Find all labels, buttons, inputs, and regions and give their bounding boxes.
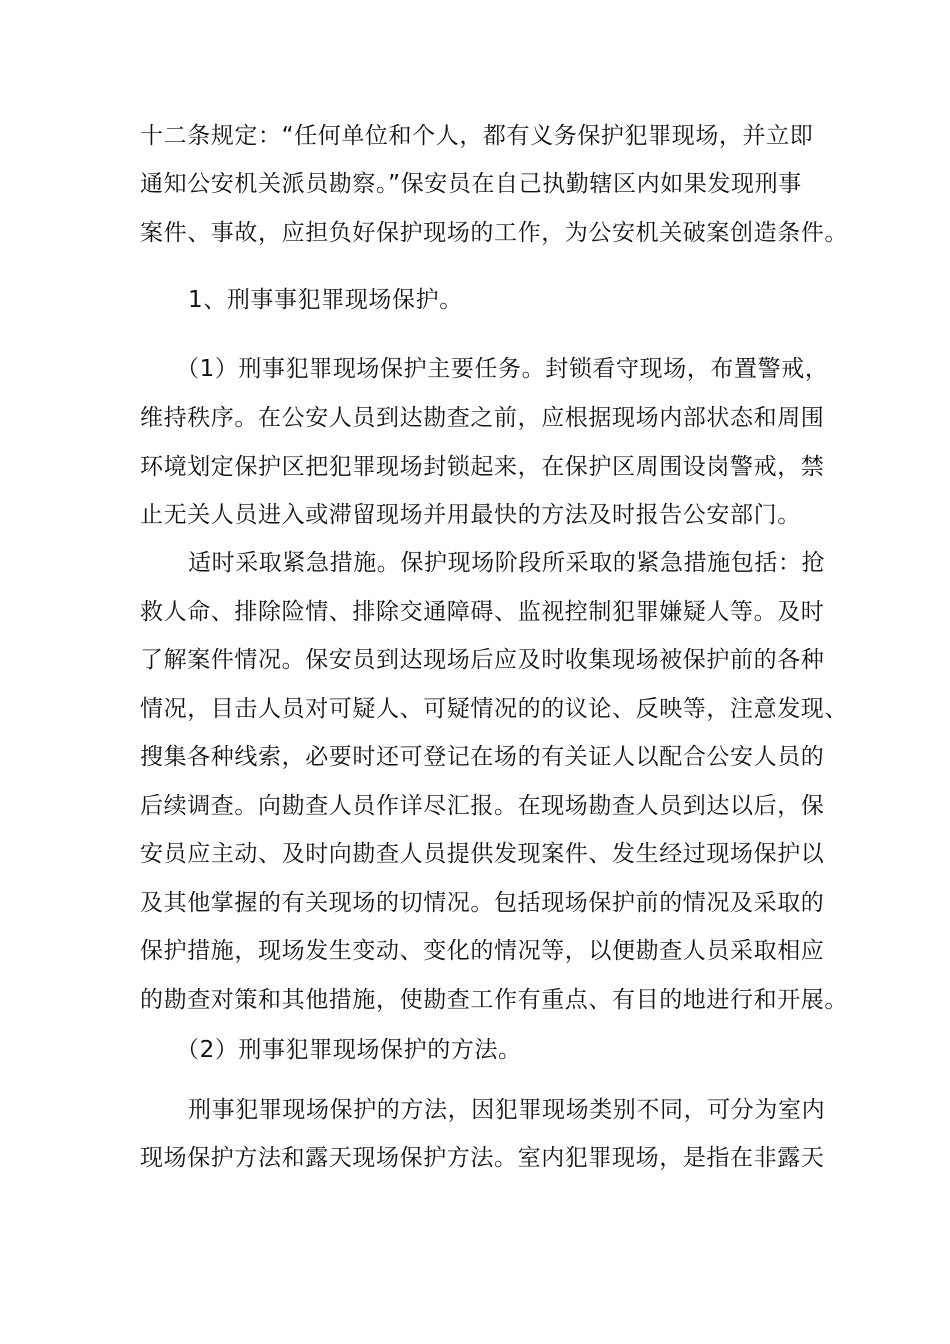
section-heading: 1、刑事事犯罪现场保护。 xyxy=(188,287,463,313)
text-line: 适时采取紧急措施。保护现场阶段所采取的紧急措施包括：抢 xyxy=(188,550,826,576)
text-line: 十二条规定：“任何单位和个人，都有义务保护犯罪现场，并立即 xyxy=(140,123,814,149)
text-line: 通知公安机关派员勘察。”保安员在自己执勤辖区内如果发现刑事 xyxy=(140,171,802,197)
text-line: 安员应主动、及时向勘查人员提供发现案件、发生经过现场保护以 xyxy=(140,841,825,867)
text-line: 维持秩序。在公安人员到达勘查之前，应根据现场内部状态和周围 xyxy=(140,405,825,431)
text-line: 了解案件情况。保安员到达现场后应及时收集现场被保护前的各种 xyxy=(140,647,825,673)
text-line: 案件、事故，应担负好保护现场的工作，为公安机关破案创造条件。 xyxy=(140,220,848,246)
text-line: 保护措施，现场发生变动、变化的情况等，以便勘查人员采取相应 xyxy=(140,938,825,964)
text-line: 搜集各种线索，必要时还可登记在场的有关证人以配合公安人员的 xyxy=(140,744,825,770)
text-line: （1）刑事犯罪现场保护主要任务。封锁看守现场，布置警戒， xyxy=(176,356,829,382)
text-line: 救人命、排除险情、排除交通障碍、监视控制犯罪嫌疑人等。及时 xyxy=(140,599,825,625)
text-line: 现场保护方法和露天现场保护方法。室内犯罪现场，是指在非露天 xyxy=(140,1145,825,1171)
text-line: 及其他掌握的有关现场的切情况。包括现场保护前的情况及采取的 xyxy=(140,890,825,916)
text-line: 刑事犯罪现场保护的方法，因犯罪现场类别不同，可分为室内 xyxy=(188,1097,826,1123)
text-line: 止无关人员进入或滞留现场并用最快的方法及时报告公安部门。 xyxy=(140,502,801,528)
text-line: 的勘查对策和其他措施，使勘查工作有重点、有目的地进行和开展。 xyxy=(140,987,848,1013)
text-line: 环境划定保护区把犯罪现场封锁起来，在保护区周围设岗警戒，禁 xyxy=(140,454,825,480)
section-heading: （2）刑事犯罪现场保护的方法。 xyxy=(176,1037,522,1063)
text-line: 情况，目击人员对可疑人、可疑情况的的议论、反映等，注意发现、 xyxy=(140,696,848,722)
text-line: 后续调查。向勘查人员作详尽汇报。在现场勘查人员到达以后，保 xyxy=(140,793,825,819)
